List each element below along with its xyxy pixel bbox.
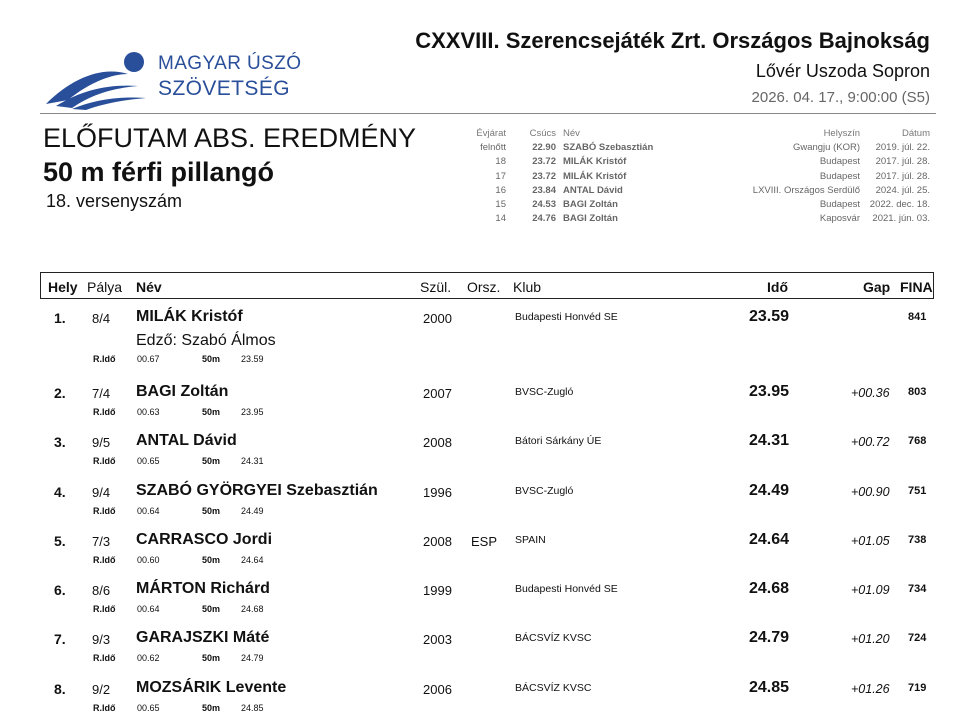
record-place: LXVIII. Országos Serdülő (752, 184, 860, 196)
record-time: 24.76 (532, 213, 556, 225)
record-row (470, 171, 936, 185)
record-class: felnőtt (480, 142, 506, 154)
logo-text-line1: MAGYAR ÚSZÓ (158, 53, 302, 74)
result-place: 4. (54, 483, 66, 500)
record-holder: SZABÓ Szebasztián (563, 142, 654, 154)
race-number: 18. versenyszám (46, 191, 183, 211)
result-place: 1. (54, 310, 66, 326)
split-time: 24.49 (241, 505, 264, 516)
split-time: 24.64 (241, 554, 264, 565)
reaction-label: R.Idő (93, 354, 116, 364)
split-time: 24.68 (241, 604, 264, 615)
reaction-label: R.Idő (93, 702, 116, 713)
birth-year: 2008 (423, 533, 452, 549)
reaction-time: 00.63 (137, 407, 160, 417)
club: BVSC-Zugló (515, 484, 574, 497)
record-row (470, 142, 936, 156)
result-gap: +01.26 (851, 681, 890, 696)
reaction-time: 00.62 (137, 653, 160, 664)
split-time: 23.95 (241, 407, 264, 417)
swimmer-logo-icon (42, 48, 154, 110)
record-time: 23.72 (532, 170, 556, 182)
result-type-title: ELŐFUTAM ABS. EREDMÉNY (43, 123, 417, 153)
records-header-row (470, 128, 936, 142)
result-row (40, 473, 934, 522)
record-place: Budapest (819, 198, 860, 210)
result-time: 24.79 (749, 629, 790, 647)
result-lane: 9/2 (92, 681, 111, 697)
club: BÁCSVÍZ KVSC (515, 681, 592, 694)
record-date: 2019. júl. 22. (875, 142, 930, 154)
reaction-time: 00.67 (137, 354, 160, 364)
fina-points: 719 (908, 681, 927, 694)
header-gap: Gap (863, 279, 891, 295)
result-time: 23.95 (749, 383, 790, 400)
result-lane: 8/4 (92, 311, 111, 326)
coach: Edző: Szabó Álmos (136, 332, 276, 349)
split-distance: 50m (202, 354, 221, 364)
birth-year: 2007 (423, 386, 452, 401)
record-date: 2017. júl. 28. (875, 156, 930, 168)
record-date: 2021. jún. 03. (872, 213, 930, 225)
result-place: 3. (54, 434, 66, 451)
records-table (470, 128, 936, 227)
reaction-label: R.Idő (93, 653, 116, 664)
result-gap: +01.20 (851, 632, 890, 647)
records-header-date: Dátum (902, 128, 930, 139)
record-class: 17 (495, 170, 506, 182)
result-row (40, 374, 934, 423)
record-time: 22.90 (532, 142, 556, 154)
records-header-class: Évjárat (476, 128, 506, 139)
header-place: Hely (48, 279, 78, 295)
record-holder: ANTAL Dávid (563, 184, 623, 196)
result-lane: 9/5 (92, 435, 111, 451)
result-lane: 7/4 (92, 386, 111, 401)
record-place: Budapest (819, 156, 860, 168)
records-header-place: Helyszín (823, 128, 860, 139)
reaction-time: 00.60 (137, 554, 160, 565)
result-time: 24.49 (749, 481, 790, 499)
record-date: 2017. júl. 28. (875, 170, 930, 182)
birth-year: 2008 (423, 435, 452, 451)
result-place: 6. (54, 582, 66, 599)
result-gap: +00.90 (851, 484, 890, 499)
header-name: Név (136, 279, 162, 295)
birth-year: 2003 (423, 632, 452, 648)
record-place: Kaposvár (819, 213, 860, 225)
fina-points: 724 (908, 632, 927, 645)
result-place: 8. (54, 680, 66, 697)
split-distance: 50m (202, 456, 221, 467)
fina-points: 803 (908, 386, 927, 398)
swimmer-name: GARAJSZKI Máté (136, 629, 270, 647)
result-row (40, 299, 934, 374)
swimmer-name: MOZSÁRIK Levente (136, 678, 287, 696)
record-row (470, 156, 936, 170)
split-time: 24.31 (241, 456, 264, 467)
results-table (40, 299, 934, 719)
club: BVSC-Zugló (515, 386, 574, 398)
result-lane: 9/3 (92, 632, 111, 648)
fina-points: 768 (908, 435, 927, 448)
club: BÁCSVÍZ KVSC (515, 632, 592, 645)
result-lane: 7/3 (92, 533, 111, 549)
result-row (40, 620, 934, 669)
result-lane: 9/4 (92, 484, 111, 500)
swimmer-name: MÁRTON Richárd (136, 580, 270, 598)
race-name: 50 m férfi pillangó (43, 157, 275, 187)
header-club: Klub (513, 279, 542, 295)
results-header-row (40, 272, 934, 299)
result-time: 24.68 (749, 580, 790, 598)
record-class: 15 (495, 198, 506, 210)
record-class: 18 (495, 156, 506, 168)
result-row (40, 571, 934, 620)
record-class: 16 (495, 184, 506, 196)
event-title: CXXVIII. Szerencsejáték Zrt. Országos Bajnokság (415, 28, 930, 53)
reaction-label: R.Idő (93, 505, 116, 516)
record-row (470, 185, 936, 199)
reaction-label: R.Idő (93, 456, 116, 467)
split-time: 24.85 (241, 702, 264, 713)
result-time: 24.64 (749, 530, 790, 548)
record-holder: MILÁK Kristóf (563, 170, 627, 182)
reaction-time: 00.64 (137, 505, 160, 516)
record-place: Budapest (819, 170, 860, 182)
header-born: Szül. (420, 279, 452, 295)
birth-year: 2000 (423, 311, 452, 326)
split-distance: 50m (202, 505, 221, 516)
result-gap: +01.09 (851, 583, 890, 598)
reaction-time: 00.64 (137, 604, 160, 615)
logo-text-line2: SZÖVETSÉG (158, 77, 290, 100)
swimmer-name: MILÁK Kristóf (136, 308, 243, 325)
split-distance: 50m (202, 702, 221, 713)
record-holder: BAGI Zoltán (563, 213, 618, 225)
record-place: Gwangju (KOR) (792, 142, 860, 154)
result-row (40, 522, 934, 571)
result-row (40, 423, 934, 472)
split-time: 24.79 (241, 653, 264, 664)
club: Bátori Sárkány ÚE (515, 435, 602, 448)
record-holder: MILÁK Kristóf (563, 156, 627, 168)
split-time: 23.59 (241, 354, 264, 364)
federation-logo (42, 48, 312, 110)
fina-points: 841 (908, 311, 927, 323)
reaction-time: 00.65 (137, 456, 160, 467)
fina-points: 751 (908, 484, 927, 497)
swimmer-name: CARRASCO Jordi (136, 530, 273, 548)
split-distance: 50m (202, 554, 221, 565)
split-distance: 50m (202, 407, 221, 417)
swimmer-name: SZABÓ GYÖRGYEI Szebasztián (136, 481, 378, 499)
fina-points: 734 (908, 583, 927, 596)
record-time: 23.72 (532, 156, 556, 168)
result-place: 2. (54, 385, 66, 401)
header-divider (40, 113, 936, 114)
result-time: 23.59 (749, 308, 790, 325)
venue: Lővér Uszoda Sopron (755, 61, 930, 81)
result-time: 24.85 (749, 678, 790, 696)
split-distance: 50m (202, 604, 221, 615)
record-row (470, 199, 936, 213)
swimmer-name: ANTAL Dávid (136, 432, 237, 450)
birth-year: 1996 (423, 484, 452, 500)
result-gap: +00.72 (851, 435, 890, 450)
reaction-label: R.Idő (93, 604, 116, 615)
result-place: 5. (54, 532, 66, 549)
records-header-name: Név (563, 128, 580, 139)
record-time: 24.53 (532, 198, 556, 210)
reaction-label: R.Idő (93, 554, 116, 565)
result-time: 24.31 (749, 432, 790, 450)
fina-points: 738 (908, 533, 927, 546)
split-distance: 50m (202, 653, 221, 664)
record-row (470, 213, 936, 227)
result-gap: +00.36 (851, 386, 890, 400)
record-date: 2024. júl. 25. (875, 184, 930, 196)
header-time: Idő (767, 279, 788, 295)
club: SPAIN (515, 533, 546, 546)
records-header-time: Csúcs (529, 128, 556, 139)
header-lane: Pálya (87, 279, 123, 295)
result-row (40, 670, 934, 719)
session-datetime: 2026. 04. 17., 9:00:00 (S5) (751, 89, 930, 106)
record-holder: BAGI Zoltán (563, 198, 618, 210)
swimmer-name: BAGI Zoltán (136, 383, 229, 400)
result-gap: +01.05 (851, 533, 890, 548)
record-date: 2022. dec. 18. (869, 198, 930, 210)
result-lane: 8/6 (92, 583, 111, 599)
result-place: 7. (54, 631, 66, 648)
reaction-time: 00.65 (137, 702, 160, 713)
reaction-label: R.Idő (93, 407, 116, 417)
record-class: 14 (495, 213, 506, 225)
birth-year: 2006 (423, 681, 452, 697)
club: Budapesti Honvéd SE (515, 583, 618, 596)
header-fina: FINA (900, 279, 933, 295)
birth-year: 1999 (423, 583, 452, 599)
record-time: 23.84 (532, 184, 556, 196)
club: Budapesti Honvéd SE (515, 311, 618, 323)
nationality: ESP (471, 533, 498, 549)
header-nat: Orsz. (467, 279, 501, 295)
